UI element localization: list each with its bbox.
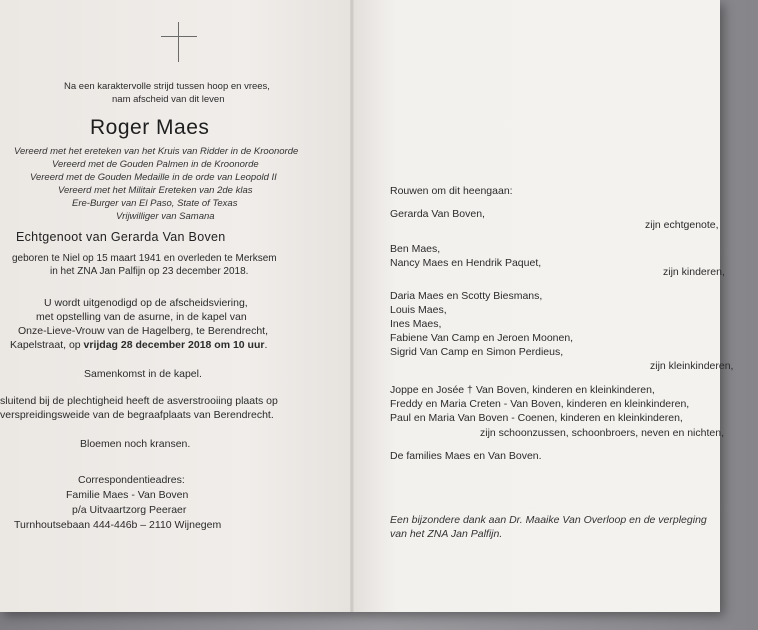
- ashes-line-2: verspreidingsweide van de begraafplaats van Berendrecht.: [0, 409, 274, 421]
- inlaws-role: zijn schoonzussen, schoonbroers, neven en nichten,: [480, 427, 724, 439]
- children-role: zijn kinderen,: [663, 266, 725, 278]
- inlaw-2: Freddy en Maria Creten - Van Boven, kinderen en kleinkinderen,: [390, 398, 690, 410]
- correspondence-care-of: p/a Uitvaartzorg Peeraer: [72, 504, 187, 516]
- invite-line-2: met opstelling van de asurne, in de kapel van: [36, 311, 247, 323]
- child-1: Ben Maes,: [390, 243, 441, 255]
- mourn-heading: Rouwen om dit heengaan:: [390, 185, 513, 197]
- families-line: De families Maes en Van Boven.: [390, 450, 542, 462]
- inlaw-1: Joppe en Josée † Van Boven, kinderen en kleinkinderen,: [390, 384, 655, 396]
- grandchild-1: Daria Maes en Scotty Biesmans,: [390, 290, 543, 302]
- birth-line-1: geboren te Niel op 15 maart 1941 en overleden te Merksem: [12, 253, 277, 264]
- honor-2: Vereerd met de Gouden Palmen in de Kroonorde: [52, 159, 259, 170]
- gathering-line: Samenkomst in de kapel.: [84, 368, 202, 380]
- intro-line-2: nam afscheid van dit leven: [112, 94, 225, 105]
- spouse-line: Echtgenoot van Gerarda Van Boven: [16, 230, 226, 244]
- thanks-line-2: van het ZNA Jan Palfijn.: [390, 528, 503, 540]
- honor-6: Vrijwilliger van Samana: [116, 211, 215, 222]
- invite-line-3: Onze-Lieve-Vrouw van de Hagelberg, te Berendrecht,: [18, 325, 269, 337]
- ceremony-datetime: vrijdag 28 december 2018 om 10 uur: [83, 339, 265, 351]
- honor-1: Vereerd met het ereteken van het Kruis van Ridder in de Kroonorde: [14, 146, 299, 157]
- thanks-line-1: Een bijzondere dank aan Dr. Maaike Van Overloop en de verpleging: [390, 514, 707, 526]
- honor-4: Vereerd met het Militair Ereteken van 2de klas: [58, 185, 253, 196]
- honor-3: Vereerd met de Gouden Medaille in de orde van Leopold II: [30, 172, 277, 183]
- wife-role: zijn echtgenote,: [645, 219, 719, 231]
- inlaw-3: Paul en Maria Van Boven - Coenen, kinderen en kleinkinderen,: [390, 412, 683, 424]
- grandchild-3: Ines Maes,: [390, 318, 442, 330]
- card-fold: [350, 0, 354, 612]
- wife-name: Gerarda Van Boven,: [390, 208, 485, 220]
- correspondence-heading: Correspondentieadres:: [78, 474, 185, 486]
- correspondence-address: Turnhoutsebaan 444-446b – 2110 Wijnegem: [14, 519, 222, 531]
- honor-5: Ere-Burger van El Paso, State of Texas: [72, 198, 238, 209]
- grandchildren-role: zijn kleinkinderen,: [650, 360, 734, 372]
- invite-line-1: U wordt uitgenodigd op de afscheidsviering,: [44, 297, 248, 309]
- child-2: Nancy Maes en Hendrik Paquet,: [390, 257, 542, 269]
- correspondence-family: Familie Maes - Van Boven: [66, 489, 189, 501]
- ashes-line-1: sluitend bij de plechtigheid heeft de asverstrooiing plaats op: [0, 395, 278, 407]
- grandchild-2: Louis Maes,: [390, 304, 447, 316]
- deceased-name: Roger Maes: [90, 116, 210, 139]
- flowers-line: Bloemen noch kransen.: [80, 438, 191, 450]
- grandchild-5: Sigrid Van Camp en Simon Perdieus,: [390, 346, 564, 358]
- grandchild-4: Fabiene Van Camp en Jeroen Moonen,: [390, 332, 574, 344]
- invite-line-4: Kapelstraat, op vrijdag 28 december 2018 om 10 uur.: [10, 339, 268, 351]
- intro-line-1: Na een karaktervolle strijd tussen hoop en vrees,: [64, 81, 270, 92]
- birth-line-2: in het ZNA Jan Palfijn op 23 december 2018.: [50, 266, 249, 277]
